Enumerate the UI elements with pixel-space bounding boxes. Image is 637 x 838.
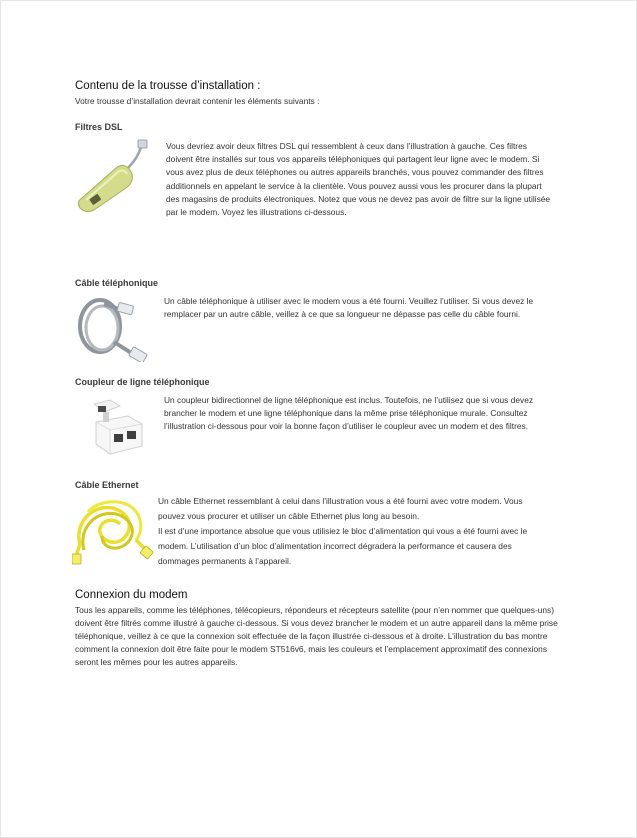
item-title-phone-cable: Câble téléphonique	[75, 278, 159, 288]
item-text-dsl-filters: Vous devriez avoir deux filtres DSL qui ressemblent à ceux dans l’illustration à gauche. Ces filtres doivent être installés sur tous vos appareils téléphoniques qui partagent leur ligne avec le modem. Si vous avez plus de deux téléphones ou autres appareils branchés, vous pouvez commander des filtres additionnels en appelant le service à la clientèle. Vous pouvez aussi vous les procurer dans la plupart des magasins de produits électroniques. Notez que vous ne devez pas avoir de filtre sur la ligne utilisée par le modem. Voyez les illustrations ci-dessous.	[166, 141, 551, 218]
section-title-modem-connection: Connexion du modem	[75, 589, 188, 601]
ethernet-cable-icon	[72, 494, 156, 566]
section-title-kit-contents: Contenu de la trousse d’installation :	[75, 80, 261, 92]
item-text-power-supply: Il est d’une importance absolue que vous utilisiez le bloc d’alimentation qui vous a été fourni avec le modem. L’utilisation d’un bloc d’alimentation incorrect dégradera la performance et causera des dommages permanents à l’appareil.	[158, 526, 528, 566]
phone-cable-icon	[74, 292, 154, 362]
item-text-phone-coupler: Un coupleur bidirectionnel de ligne téléphonique est inclus. Toutefois, ne l’utilisez que si vous devez brancher le modem et une ligne téléphonique dans la même prise téléphonique murale. Consultez l’illustration ci-dessous pour voir la bonne façon d’utiliser le coupleur avec un modem et des filtres.	[164, 395, 534, 432]
item-title-ethernet-cable: Câble Ethernet	[75, 480, 139, 490]
section-intro: Votre trousse d’installation devrait contenir les éléments suivants :	[75, 96, 320, 106]
item-title-phone-coupler: Coupleur de ligne téléphonique	[75, 377, 210, 387]
phone-coupler-icon	[76, 392, 156, 460]
item-text-phone-cable: Un câble téléphonique à utiliser avec le modem vous a été fourni. Veuillez l’utiliser. Si vous devez le remplacer par un autre câble, veillez à ce que sa longueur ne dépasse pas celle du câble fourni.	[164, 296, 534, 320]
item-title-dsl-filters: Filtres DSL	[75, 122, 123, 132]
section-text-modem-connection: Tous les appareils, comme les téléphones, télécopieurs, répondeurs et récepteurs satellite (pour n’en nommer que quelques-uns) doivent être filtrés comme illustré à gauche ci-dessous. Si vous devez brancher le modem et un autre appareil dans la même prise téléphonique, veillez à ce que la connexion soit effectuée de la façon illustrée ci-dessous et à droite. L’illustration du bas montre comment la connexion doit être faite pour le modem ST516v6, mais les couleurs et l’emplacement approximatif des connexions seront les mêmes pour les autres appareils.	[75, 605, 558, 667]
dsl-filter-icon	[72, 138, 156, 214]
item-text-ethernet-cable: Un câble Ethernet ressemblant à celui dans l’illustration vous a été fourni avec votre modem. Vous pouvez vous procurer et utiliser un câble Ethernet plus long au besoin.	[158, 496, 523, 521]
